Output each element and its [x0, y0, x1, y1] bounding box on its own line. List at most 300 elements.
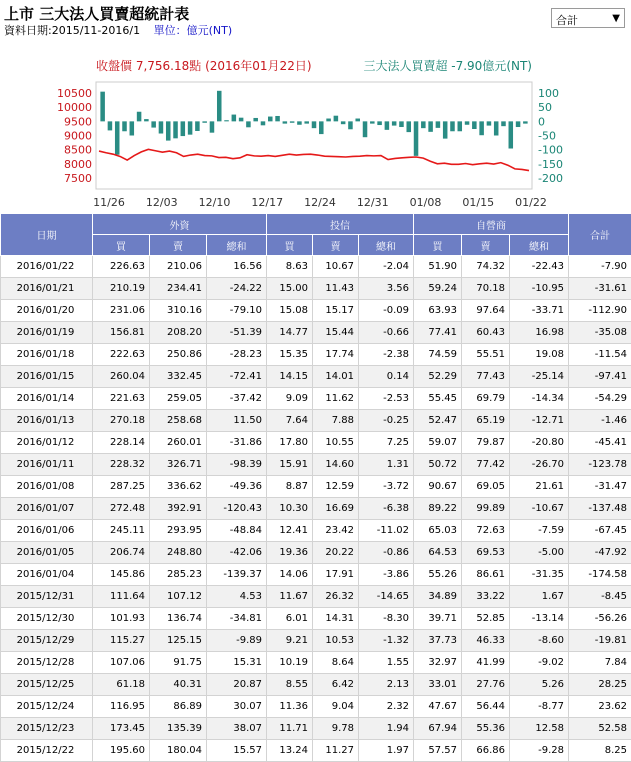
cell-trust-sell: 15.17 — [313, 300, 359, 322]
cell-dealer-net: -9.28 — [510, 740, 569, 762]
cell-dealer-buy: 63.93 — [414, 300, 462, 322]
cell-foreign-sell: 258.68 — [150, 410, 207, 432]
cell-foreign-net: -42.06 — [207, 542, 267, 564]
cell-dealer-buy: 59.24 — [414, 278, 462, 300]
chart-bar — [253, 118, 258, 121]
cell-date: 2016/01/21 — [1, 278, 93, 300]
cell-total: -47.92 — [569, 542, 631, 564]
cell-dealer-net: 12.58 — [510, 718, 569, 740]
cell-foreign-sell: 336.62 — [150, 476, 207, 498]
cell-dealer-net: -26.70 — [510, 454, 569, 476]
chart-bar — [108, 121, 113, 130]
cell-total: -8.45 — [569, 586, 631, 608]
x-tick-label: 12/31 — [357, 196, 389, 209]
cell-date: 2015/12/23 — [1, 718, 93, 740]
chart-bar — [363, 121, 368, 137]
chart-bar — [414, 121, 419, 156]
cell-trust-sell: 9.78 — [313, 718, 359, 740]
cell-foreign-buy: 231.06 — [93, 300, 150, 322]
header-trust: 投信 — [267, 214, 414, 235]
cell-total: -31.47 — [569, 476, 631, 498]
table-row — [1, 432, 631, 454]
cell-total: -11.54 — [569, 344, 631, 366]
cell-foreign-sell: 285.23 — [150, 564, 207, 586]
chart-right-title: 三大法人買賣超 -7.90億元(NT) — [363, 58, 532, 73]
cell-foreign-buy: 228.32 — [93, 454, 150, 476]
table-row — [1, 674, 631, 696]
cell-trust-sell: 10.55 — [313, 432, 359, 454]
cell-dealer-buy: 74.59 — [414, 344, 462, 366]
cell-trust-sell: 12.59 — [313, 476, 359, 498]
header-dealer-net: 總和 — [510, 235, 569, 256]
cell-foreign-sell: 248.80 — [150, 542, 207, 564]
cell-trust-net: -0.86 — [359, 542, 414, 564]
cell-foreign-buy: 173.45 — [93, 718, 150, 740]
cell-dealer-net: 5.26 — [510, 674, 569, 696]
cell-trust-buy: 15.35 — [267, 344, 313, 366]
chart-bar — [297, 121, 302, 124]
cell-foreign-buy: 221.63 — [93, 388, 150, 410]
cell-dealer-sell: 69.79 — [462, 388, 510, 410]
cell-foreign-net: -9.89 — [207, 630, 267, 652]
cell-dealer-buy: 89.22 — [414, 498, 462, 520]
cell-dealer-sell: 74.32 — [462, 256, 510, 278]
cell-foreign-net: 11.50 — [207, 410, 267, 432]
cell-foreign-buy: 156.81 — [93, 322, 150, 344]
cell-dealer-sell: 66.86 — [462, 740, 510, 762]
cell-trust-net: -6.38 — [359, 498, 414, 520]
chart-bar — [334, 116, 339, 122]
chart-bar — [443, 121, 448, 138]
cell-trust-net: 1.55 — [359, 652, 414, 674]
cell-trust-sell: 17.91 — [313, 564, 359, 586]
cell-dealer-net: -12.71 — [510, 410, 569, 432]
cell-dealer-net: -14.34 — [510, 388, 569, 410]
cell-dealer-net: 21.61 — [510, 476, 569, 498]
cell-total: -112.90 — [569, 300, 631, 322]
cell-dealer-buy: 55.45 — [414, 388, 462, 410]
left-tick-label: 8500 — [64, 144, 92, 157]
table-row — [1, 586, 631, 608]
cell-foreign-sell: 136.74 — [150, 608, 207, 630]
cell-total: -67.45 — [569, 520, 631, 542]
cell-total: 7.84 — [569, 652, 631, 674]
chart-bar — [385, 121, 390, 129]
cell-date: 2016/01/06 — [1, 520, 93, 542]
cell-foreign-net: 20.87 — [207, 674, 267, 696]
cell-date: 2016/01/11 — [1, 454, 93, 476]
cell-date: 2016/01/07 — [1, 498, 93, 520]
chart-bar — [465, 121, 470, 124]
cell-foreign-sell: 210.06 — [150, 256, 207, 278]
chart-bar — [377, 121, 382, 125]
cell-trust-net: -8.30 — [359, 608, 414, 630]
cell-foreign-sell: 180.04 — [150, 740, 207, 762]
chart-bar — [290, 121, 295, 122]
institutional-chart — [0, 52, 631, 212]
cell-foreign-net: 16.56 — [207, 256, 267, 278]
cell-date: 2016/01/05 — [1, 542, 93, 564]
cell-trust-net: 1.31 — [359, 454, 414, 476]
cell-date: 2016/01/19 — [1, 322, 93, 344]
cell-dealer-sell: 77.42 — [462, 454, 510, 476]
chart-bar — [217, 91, 222, 122]
chart-bar — [341, 121, 346, 124]
cell-foreign-buy: 228.14 — [93, 432, 150, 454]
chart-svg — [0, 52, 631, 212]
cell-trust-buy: 19.36 — [267, 542, 313, 564]
cell-dealer-sell: 86.61 — [462, 564, 510, 586]
cell-dealer-buy: 51.90 — [414, 256, 462, 278]
cell-foreign-buy: 210.19 — [93, 278, 150, 300]
table-row — [1, 476, 631, 498]
chart-bar — [115, 121, 120, 154]
table-row — [1, 278, 631, 300]
table-row — [1, 630, 631, 652]
cell-dealer-net: -33.71 — [510, 300, 569, 322]
cell-dealer-sell: 27.76 — [462, 674, 510, 696]
cell-dealer-sell: 77.43 — [462, 366, 510, 388]
cell-foreign-net: 4.53 — [207, 586, 267, 608]
cell-foreign-sell: 86.89 — [150, 696, 207, 718]
cell-total: -19.81 — [569, 630, 631, 652]
page-title: 上市 三大法人買賣超統計表 — [4, 3, 189, 24]
cell-trust-net: -11.02 — [359, 520, 414, 542]
chart-bar — [304, 121, 309, 123]
cell-trust-sell: 14.60 — [313, 454, 359, 476]
chart-bar — [494, 121, 499, 135]
cell-foreign-net: -28.23 — [207, 344, 267, 366]
cell-foreign-buy: 260.04 — [93, 366, 150, 388]
price-line — [99, 149, 529, 170]
chart-bar — [458, 121, 463, 131]
cell-trust-sell: 7.88 — [313, 410, 359, 432]
cell-dealer-sell: 55.51 — [462, 344, 510, 366]
cell-trust-net: -0.09 — [359, 300, 414, 322]
cell-foreign-net: -120.43 — [207, 498, 267, 520]
cell-trust-sell: 11.62 — [313, 388, 359, 410]
left-tick-label: 9000 — [64, 130, 92, 143]
cell-total: -137.48 — [569, 498, 631, 520]
cell-date: 2015/12/22 — [1, 740, 93, 762]
unit-text: 單位：億元(NT) — [154, 24, 233, 37]
cell-foreign-sell: 107.12 — [150, 586, 207, 608]
cell-dealer-buy: 52.47 — [414, 410, 462, 432]
header-foreign-buy: 買 — [93, 235, 150, 256]
cell-foreign-net: -31.86 — [207, 432, 267, 454]
chart-bar — [421, 121, 426, 128]
cell-trust-buy: 10.19 — [267, 652, 313, 674]
header-trust-net: 總和 — [359, 235, 414, 256]
cell-date: 2015/12/28 — [1, 652, 93, 674]
table-row — [1, 410, 631, 432]
right-tick-label: 50 — [538, 101, 552, 114]
cell-dealer-buy: 67.94 — [414, 718, 462, 740]
cell-trust-buy: 9.09 — [267, 388, 313, 410]
table-row — [1, 388, 631, 410]
cell-foreign-buy: 111.64 — [93, 586, 150, 608]
chart-bar — [202, 121, 207, 122]
cell-foreign-sell: 40.31 — [150, 674, 207, 696]
cell-trust-buy: 10.30 — [267, 498, 313, 520]
cell-dealer-net: -8.77 — [510, 696, 569, 718]
cell-foreign-sell: 310.16 — [150, 300, 207, 322]
header-date: 日期 — [1, 214, 93, 256]
table-row — [1, 608, 631, 630]
cell-dealer-net: -31.35 — [510, 564, 569, 586]
chart-bar — [392, 121, 397, 125]
cell-dealer-net: -22.43 — [510, 256, 569, 278]
header-total: 合計 — [569, 214, 631, 256]
cell-trust-net: -1.32 — [359, 630, 414, 652]
cell-date: 2016/01/13 — [1, 410, 93, 432]
cell-foreign-buy: 222.63 — [93, 344, 150, 366]
header-dealer: 自營商 — [414, 214, 569, 235]
chart-bar — [122, 121, 127, 131]
chart-bar — [268, 117, 273, 122]
cell-foreign-buy: 245.11 — [93, 520, 150, 542]
cell-foreign-net: 38.07 — [207, 718, 267, 740]
x-tick-label: 12/10 — [199, 196, 231, 209]
cell-foreign-net: -139.37 — [207, 564, 267, 586]
cell-trust-buy: 15.08 — [267, 300, 313, 322]
cell-dealer-net: 16.98 — [510, 322, 569, 344]
chart-bar — [370, 121, 375, 123]
header-foreign: 外資 — [93, 214, 267, 235]
chart-bar — [195, 121, 200, 131]
cell-date: 2016/01/22 — [1, 256, 93, 278]
cell-dealer-sell: 69.05 — [462, 476, 510, 498]
aggregate-select[interactable] — [551, 8, 625, 28]
cell-dealer-sell: 52.85 — [462, 608, 510, 630]
chart-bar — [487, 121, 492, 125]
cell-dealer-buy: 47.67 — [414, 696, 462, 718]
cell-trust-sell: 20.22 — [313, 542, 359, 564]
cell-date: 2016/01/04 — [1, 564, 93, 586]
cell-total: -174.58 — [569, 564, 631, 586]
table-row — [1, 564, 631, 586]
cell-dealer-sell: 41.99 — [462, 652, 510, 674]
cell-date: 2015/12/25 — [1, 674, 93, 696]
cell-date: 2015/12/29 — [1, 630, 93, 652]
cell-dealer-net: -7.59 — [510, 520, 569, 542]
cell-trust-buy: 8.55 — [267, 674, 313, 696]
cell-trust-buy: 8.87 — [267, 476, 313, 498]
cell-trust-sell: 10.53 — [313, 630, 359, 652]
cell-foreign-net: -72.41 — [207, 366, 267, 388]
cell-foreign-sell: 91.75 — [150, 652, 207, 674]
cell-date: 2016/01/15 — [1, 366, 93, 388]
table-row — [1, 454, 631, 476]
chart-bar — [181, 121, 186, 136]
cell-total: -97.41 — [569, 366, 631, 388]
chart-bar — [246, 121, 251, 127]
cell-foreign-net: 30.07 — [207, 696, 267, 718]
cell-dealer-buy: 77.41 — [414, 322, 462, 344]
cell-foreign-buy: 107.06 — [93, 652, 150, 674]
cell-dealer-sell: 97.64 — [462, 300, 510, 322]
cell-dealer-net: -9.02 — [510, 652, 569, 674]
cell-dealer-buy: 34.89 — [414, 586, 462, 608]
cell-trust-buy: 7.64 — [267, 410, 313, 432]
cell-date: 2016/01/12 — [1, 432, 93, 454]
cell-trust-sell: 14.31 — [313, 608, 359, 630]
cell-foreign-buy: 195.60 — [93, 740, 150, 762]
cell-trust-net: -14.65 — [359, 586, 414, 608]
cell-foreign-buy: 272.48 — [93, 498, 150, 520]
cell-trust-sell: 23.42 — [313, 520, 359, 542]
cell-trust-sell: 14.01 — [313, 366, 359, 388]
cell-dealer-net: -20.80 — [510, 432, 569, 454]
cell-dealer-sell: 33.22 — [462, 586, 510, 608]
cell-date: 2016/01/14 — [1, 388, 93, 410]
cell-trust-buy: 11.71 — [267, 718, 313, 740]
header-dealer-sell: 賣 — [462, 235, 510, 256]
cell-date: 2016/01/08 — [1, 476, 93, 498]
table-body — [1, 256, 631, 762]
chart-bar — [348, 121, 353, 129]
cell-trust-sell: 8.64 — [313, 652, 359, 674]
cell-trust-net: -2.38 — [359, 344, 414, 366]
chart-bar — [261, 121, 266, 125]
chart-bar — [100, 92, 105, 122]
cell-trust-net: 1.97 — [359, 740, 414, 762]
x-tick-label: 11/26 — [93, 196, 125, 209]
chart-bar — [501, 121, 506, 126]
chart-bar — [166, 121, 171, 140]
cell-trust-sell: 10.67 — [313, 256, 359, 278]
cell-dealer-buy: 65.03 — [414, 520, 462, 542]
chart-bar — [479, 121, 484, 135]
right-tick-label: -50 — [538, 130, 556, 143]
cell-trust-buy: 17.80 — [267, 432, 313, 454]
table-row — [1, 520, 631, 542]
cell-trust-sell: 11.43 — [313, 278, 359, 300]
cell-trust-sell: 15.44 — [313, 322, 359, 344]
table-row — [1, 542, 631, 564]
cell-trust-net: -2.04 — [359, 256, 414, 278]
chart-bar — [399, 121, 404, 127]
cell-trust-net: -3.72 — [359, 476, 414, 498]
x-tick-label: 01/22 — [515, 196, 547, 209]
cell-foreign-buy: 101.93 — [93, 608, 150, 630]
cell-trust-sell: 11.27 — [313, 740, 359, 762]
right-tick-label: -100 — [538, 144, 563, 157]
chart-bar — [406, 121, 411, 132]
cell-foreign-net: -48.84 — [207, 520, 267, 542]
cell-trust-net: 1.94 — [359, 718, 414, 740]
cell-total: -1.46 — [569, 410, 631, 432]
cell-foreign-sell: 259.05 — [150, 388, 207, 410]
chart-bar — [224, 120, 229, 121]
cell-trust-sell: 9.04 — [313, 696, 359, 718]
chart-bar — [239, 118, 244, 122]
cell-dealer-buy: 57.57 — [414, 740, 462, 762]
chart-bar — [210, 121, 215, 132]
cell-trust-buy: 12.41 — [267, 520, 313, 542]
cell-dealer-sell: 99.89 — [462, 498, 510, 520]
chart-bar — [151, 121, 156, 127]
cell-date: 2015/12/31 — [1, 586, 93, 608]
table-row — [1, 498, 631, 520]
cell-foreign-sell: 208.20 — [150, 322, 207, 344]
chart-bar — [436, 121, 441, 128]
chart-bar — [130, 121, 135, 135]
cell-foreign-net: -49.36 — [207, 476, 267, 498]
cell-trust-net: -2.53 — [359, 388, 414, 410]
cell-dealer-net: -25.14 — [510, 366, 569, 388]
header-trust-sell: 賣 — [313, 235, 359, 256]
left-tick-label: 9500 — [64, 115, 92, 128]
cell-trust-buy: 13.24 — [267, 740, 313, 762]
cell-trust-buy: 14.77 — [267, 322, 313, 344]
cell-total: 8.25 — [569, 740, 631, 762]
cell-dealer-sell: 56.44 — [462, 696, 510, 718]
chart-bar — [428, 121, 433, 131]
cell-total: 23.62 — [569, 696, 631, 718]
institutional-table — [0, 213, 631, 762]
cell-trust-buy: 6.01 — [267, 608, 313, 630]
cell-dealer-buy: 50.72 — [414, 454, 462, 476]
cell-foreign-net: -24.22 — [207, 278, 267, 300]
cell-total: -31.61 — [569, 278, 631, 300]
cell-dealer-buy: 37.73 — [414, 630, 462, 652]
cell-foreign-net: -34.81 — [207, 608, 267, 630]
header-dealer-buy: 買 — [414, 235, 462, 256]
cell-dealer-net: 1.67 — [510, 586, 569, 608]
cell-foreign-net: -98.39 — [207, 454, 267, 476]
header-trust-buy: 買 — [267, 235, 313, 256]
cell-dealer-buy: 52.29 — [414, 366, 462, 388]
cell-foreign-sell: 260.01 — [150, 432, 207, 454]
cell-total: -35.08 — [569, 322, 631, 344]
cell-dealer-buy: 59.07 — [414, 432, 462, 454]
right-tick-label: 0 — [538, 115, 545, 128]
x-tick-label: 01/15 — [462, 196, 494, 209]
x-tick-label: 12/24 — [304, 196, 336, 209]
cell-foreign-buy: 61.18 — [93, 674, 150, 696]
x-tick-label: 12/03 — [146, 196, 178, 209]
cell-total: 28.25 — [569, 674, 631, 696]
cell-foreign-sell: 135.39 — [150, 718, 207, 740]
table-row — [1, 322, 631, 344]
chart-bar — [283, 121, 288, 123]
cell-trust-buy: 14.15 — [267, 366, 313, 388]
cell-foreign-net: -79.10 — [207, 300, 267, 322]
left-tick-label: 10000 — [57, 101, 92, 114]
cell-foreign-net: -37.42 — [207, 388, 267, 410]
cell-trust-net: 2.13 — [359, 674, 414, 696]
cell-trust-buy: 14.06 — [267, 564, 313, 586]
cell-foreign-buy: 206.74 — [93, 542, 150, 564]
right-tick-label: -150 — [538, 158, 563, 171]
cell-dealer-buy: 32.97 — [414, 652, 462, 674]
cell-trust-sell: 26.32 — [313, 586, 359, 608]
cell-foreign-buy: 226.63 — [93, 256, 150, 278]
chart-bar — [472, 121, 477, 129]
chart-bar — [312, 121, 317, 128]
chart-left-title: 收盤價 7,756.18點 (2016年01月22日) — [96, 58, 312, 73]
table-row — [1, 256, 631, 278]
cell-dealer-buy: 64.53 — [414, 542, 462, 564]
right-tick-label: -200 — [538, 172, 563, 185]
left-tick-label: 10500 — [57, 87, 92, 100]
cell-total: -56.26 — [569, 608, 631, 630]
cell-foreign-sell: 293.95 — [150, 520, 207, 542]
cell-trust-net: 3.56 — [359, 278, 414, 300]
cell-total: 52.58 — [569, 718, 631, 740]
cell-total: -45.41 — [569, 432, 631, 454]
